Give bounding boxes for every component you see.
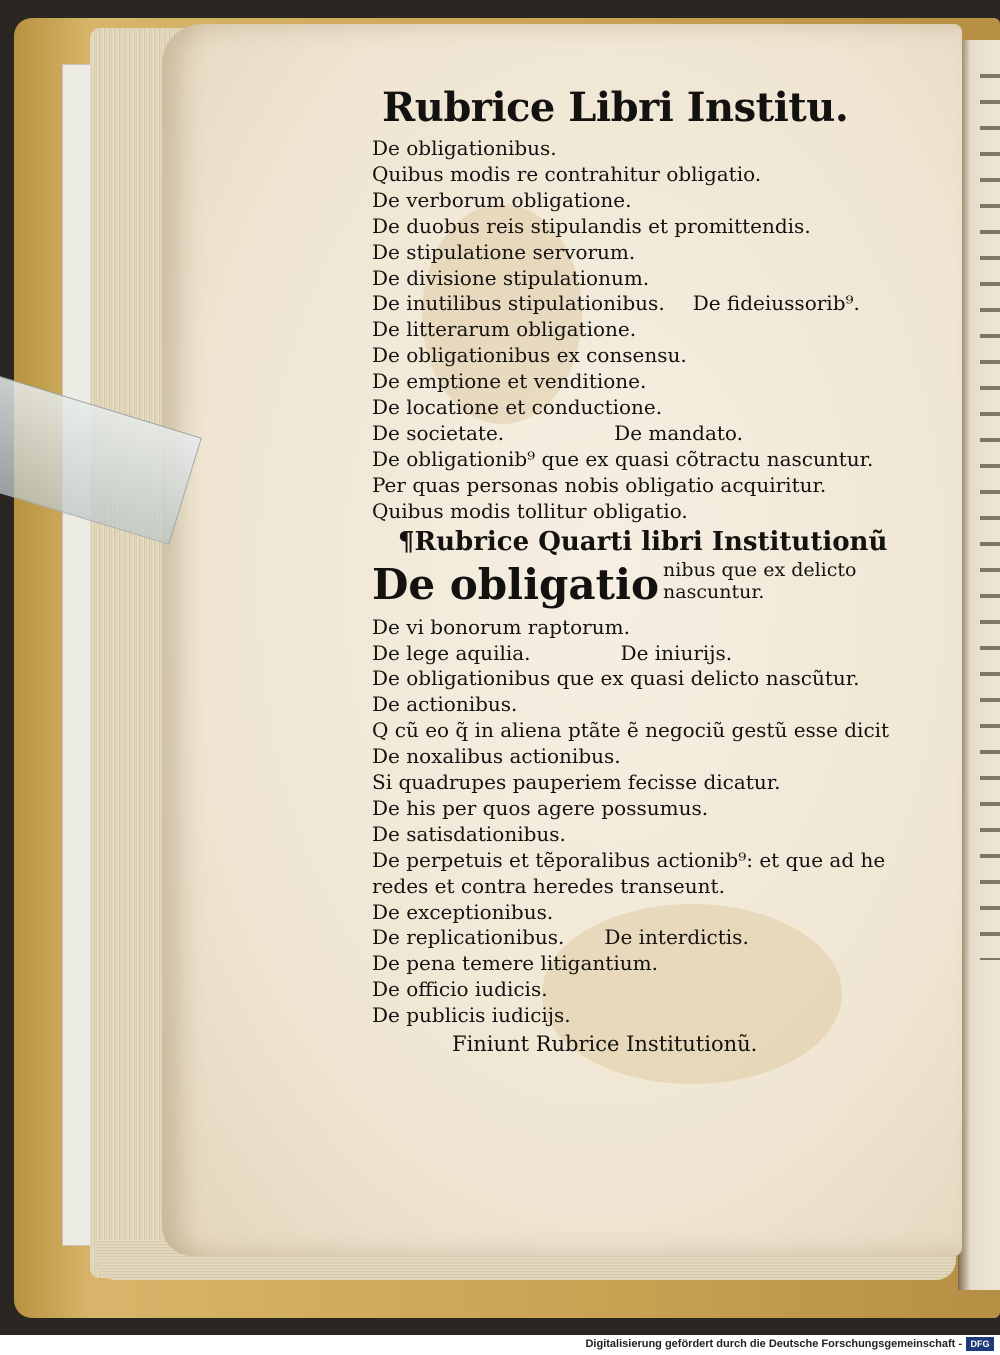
rubric-entry: De interdictis. [604,925,749,950]
rubric-entry: De lege aquilia. [372,640,531,665]
rubric-line: De litterarum obligatione. [372,317,637,342]
rubric-line: De officio iudicis. [372,977,548,1002]
rubric-entry: De iniurijs. [620,640,733,665]
rubric-line: De his per quos agere possumus. [372,795,709,820]
funding-credit: Digitalisierung gefördert durch die Deutsche Forschungsgemeinschaft - [585,1338,962,1350]
closing-line: Finiunt Rubrice Institutionũ. [452,1032,758,1057]
next-page-text-glimpse [980,60,1000,960]
rubric-text-block [372,80,932,1059]
rubric-line: De publicis iudicijs. [372,1003,571,1028]
rubric-entry: De societate. [372,420,505,445]
rubric-line: Per quas personas nobis obligatio acquiritur. [372,472,827,497]
rubric-line: Quibus modis tollitur obligatio. [372,498,688,523]
rubric-line: De noxalibus actionibus. [372,744,621,769]
section-heading: ¶Rubrice Quarti libri Institutionũ [398,526,888,557]
rubric-line: De pena temere litigantium. [372,951,658,976]
rubric-line-double [372,291,932,317]
rubric-line: De duobus reis stipulandis et promittendis. [372,213,811,238]
rubric-line: De satisdationibus. [372,821,566,846]
rubric-line: De obligationibus que ex quasi delicto nascũtur. [372,666,860,691]
section-title-row [372,559,932,615]
rubric-line: De locatione et conductione. [372,395,663,420]
footer-bar [0,1335,1000,1355]
rubric-line: De divisione stipulationum. [372,265,650,290]
rubric-line: De actionibus. [372,692,518,717]
rubric-entry: De inutilibus stipulationibus. [372,291,665,316]
rubric-line: De verborum obligatione. [372,187,632,212]
title-continuation-line: nascuntur. [663,580,765,603]
rubric-line: De emptione et venditione. [372,369,647,394]
rubric-line: De exceptionibus. [372,899,554,924]
rubric-line-double [372,925,932,951]
page-heading: Rubrice Libri Institu. [382,84,849,131]
rubric-line: Q cũ eo q̃ in aliena ptãte ẽ negociũ gestũ esse dicit [372,718,890,743]
rubric-line: redes et contra heredes transeunt. [372,873,725,898]
rubric-line: De obligationibus ex consensu. [372,343,687,368]
title-continuation-line: nibus que ex delicto [663,558,857,581]
rubric-line: Si quadrupes pauperiem fecisse dicatur. [372,770,781,795]
rubric-entry: De fideiussorib⁹. [692,291,860,316]
section-title: De obligatio [372,559,660,609]
dfg-logo[interactable]: DFG [966,1337,994,1351]
rubric-line: De obligationib⁹ que ex quasi cõtractu nascuntur. [372,446,874,471]
rubric-list [372,615,932,1030]
rubric-entry: De replicationibus. [372,925,565,950]
rubric-line: Quibus modis re contrahitur obligatio. [372,161,762,186]
rubric-line: De perpetuis et tẽporalibus actionib⁹: et que ad he [372,847,886,872]
rubric-line-double [372,641,932,667]
rubric-line: De vi bonorum raptorum. [372,614,630,639]
rubric-list [372,136,932,525]
rubric-entry: De mandato. [614,420,743,445]
rubric-line: De obligationibus. [372,136,557,160]
section-title-continuation [663,559,856,603]
rubric-line-double [372,421,932,447]
rubric-line: De stipulatione servorum. [372,239,636,264]
